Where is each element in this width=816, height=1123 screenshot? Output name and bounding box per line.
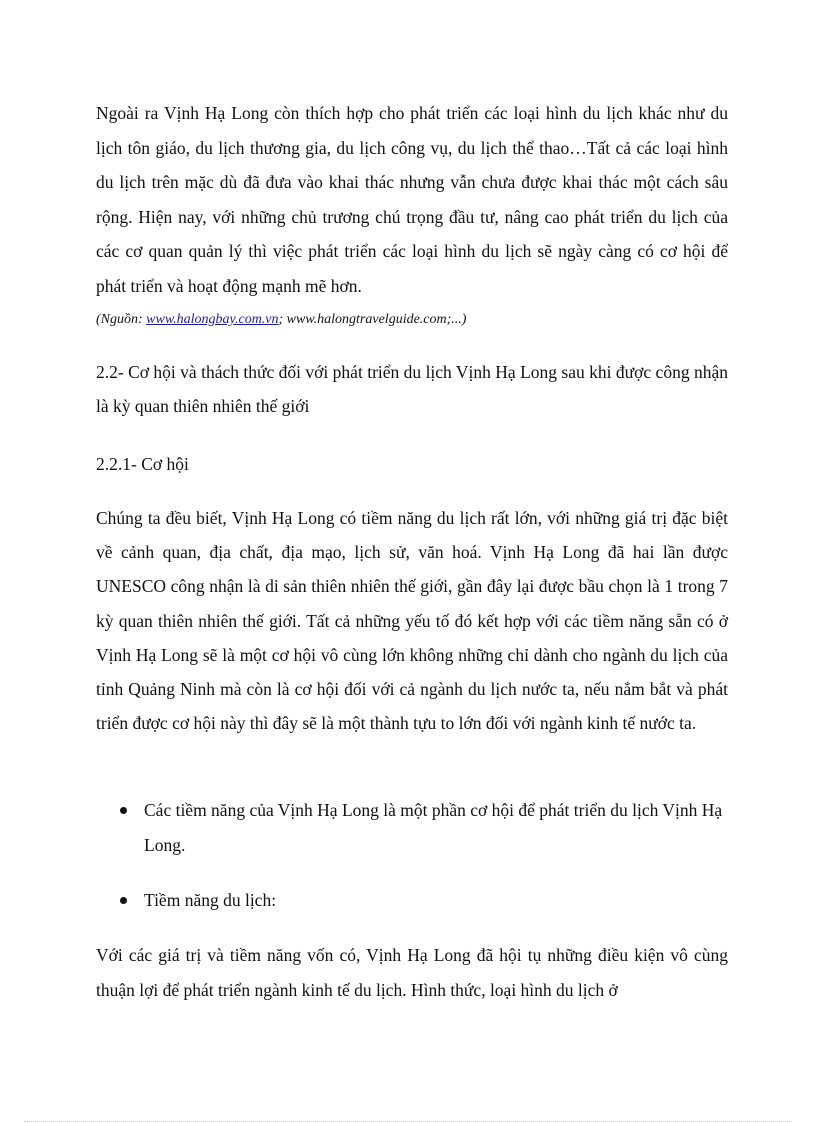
source-rest: ; www.halongtravelguide.com;...) (278, 312, 467, 327)
list-item (96, 793, 728, 862)
list-item-text: Tiềm năng du lịch: (144, 890, 277, 910)
list-item (96, 883, 728, 918)
bullet-dot-icon (120, 897, 127, 904)
source-link-halongbay[interactable]: www.halongbay.com.vn (146, 312, 279, 327)
source-citation (96, 308, 466, 332)
section-heading-2-2-1: 2.2.1- Cơ hội (96, 454, 189, 474)
bullet-list-2 (96, 883, 728, 918)
bullet-list-1 (96, 793, 728, 862)
paragraph-potential: Với các giá trị và tiềm năng vốn có, Vịnh Hạ Long đã hội tụ những điều kiện vô cùng thuận lợi để phát triển ngành kinh tế du lịch. Hình thức, loại hình du lịch ở (96, 945, 728, 1000)
paragraph-opportunity: Chúng ta đều biết, Vịnh Hạ Long có tiềm năng du lịch rất lớn, với những giá trị đặc biệt về cảnh quan, địa chất, địa mạo, lịch sử, văn hoá. Vịnh Hạ Long đã hai lần được UNESCO công nhận là di sản thiên nhiên thế giới, gần đây lại được bầu chọn là 1 trong 7 kỳ quan thiên nhiên thế giới. Tất cả những yếu tố đó kết hợp với các tiềm năng sẵn có ở Vịnh Hạ Long sẽ là một cơ hội vô cùng lớn không những chỉ dành cho ngành du lịch của tỉnh Quảng Ninh mà còn là cơ hội đối với cả ngành du lịch nước ta, nếu nắm bắt và phát triển được cơ hội này thì đây sẽ là một thành tựu to lớn đối với ngành kinh tế nước ta. (96, 508, 728, 734)
source-label: Nguồn: (100, 312, 147, 327)
page-bottom-divider (24, 1121, 792, 1122)
list-item-text: Các tiềm năng của Vịnh Hạ Long là một phần cơ hội để phát triển du lịch Vịnh Hạ Long. (144, 800, 723, 855)
bullet-dot-icon (120, 807, 127, 814)
section-heading-2-2: 2.2- Cơ hội và thách thức đối với phát triển du lịch Vịnh Hạ Long sau khi được công nhận là kỳ quan thiên nhiên thế giới (96, 362, 728, 416)
paragraph-tourism-types: Ngoài ra Vịnh Hạ Long còn thích hợp cho phát triển các loại hình du lịch khác như du lịch tôn giáo, du lịch thương gia, du lịch công vụ, du lịch thể thao…Tất cả các loại hình du lịch trên mặc dù đã đưa vào khai thác nhưng vẫn chưa được khai thác một cách sâu rộng. Hiện nay, với những chủ trương chú trọng đầu tư, nâng cao phát triển du lịch của các cơ quan quản lý thì việc phát triển các loại hình du lịch sẽ ngày càng có cơ hội để phát triển và hoạt động mạnh mẽ hơn. (96, 103, 728, 296)
source-open-paren: ( (96, 312, 101, 327)
